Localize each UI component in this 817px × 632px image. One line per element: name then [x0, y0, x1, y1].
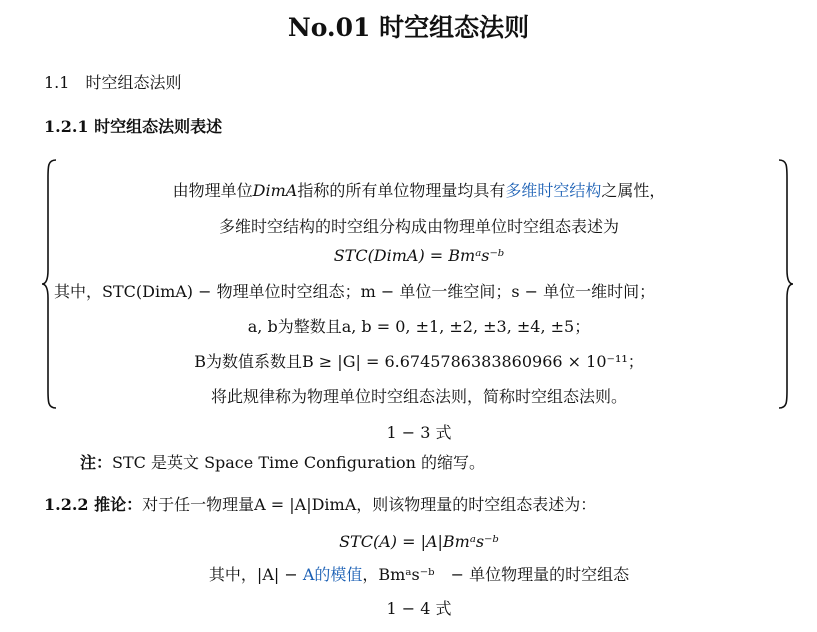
law-line-1-suffix: 之属性，: [601, 181, 666, 200]
section-heading-1-2-2: [44, 492, 596, 515]
corollary-label: 1.2.2 推论：: [44, 495, 143, 514]
law-line-integers: a, b为整数且a, b = 0, ±1, ±2, ±3, ±4, ±5；: [247, 317, 591, 336]
corollary-text: 对于任一物理量A = |A|DimA，则该物理量的时空组态表述为：: [142, 495, 597, 514]
law-line-1: [44, 178, 794, 201]
law-formula: STC(DimA) = Bmᵃs⁻ᵇ: [333, 246, 505, 265]
note-label: 注：: [80, 453, 113, 472]
section-heading-1-2-1: 1.2.1 时空组态法则表述: [44, 117, 223, 136]
page-title: No.01 时空组态法则: [287, 13, 530, 42]
note: [80, 450, 485, 473]
law-line-where: 其中，STC(DimA) − 物理单位时空组态；m − 单位一维空间；s − 单位一维时间；: [54, 282, 656, 301]
equation-label-1-3: 1 − 3 式: [386, 423, 452, 442]
multi-dim-structure-link[interactable]: 多维时空结构: [505, 181, 602, 200]
corollary-formula: STC(A) = |A|Bmᵃs⁻ᵇ: [339, 532, 499, 551]
note-text: STC 是英文 Space Time Configuration 的缩写。: [112, 453, 485, 472]
modulus-link[interactable]: A的模值: [302, 565, 363, 584]
corollary-where-line: [44, 562, 794, 585]
section-heading-1-1: 1.1 时空组态法则: [44, 73, 182, 92]
equation-label-1-4: 1 − 4 式: [386, 599, 452, 618]
law-line-2: 多维时空结构的时空组分构成由物理单位时空组态表述为: [218, 217, 619, 236]
corollary-where-mid: ，Bmᵃs⁻ᵇ: [362, 565, 435, 584]
corollary-where-prefix: 其中，|A| −: [208, 565, 303, 584]
law-line-1-prefix: 由物理单位: [172, 181, 253, 200]
law-line-1-middle: 指称的所有单位物理量均具有: [297, 181, 506, 200]
law-line-1-dim: DimA: [252, 181, 298, 200]
law-line-coefficient: B为数值系数且B ≥ |G| = 6.6745786383860966 × 10⁻¹¹；: [194, 352, 644, 371]
law-line-naming: 将此规律称为物理单位时空组态法则，简称时空组态法则。: [210, 387, 627, 406]
corollary-where-suffix: − 单位物理量的时空组态: [434, 565, 630, 584]
